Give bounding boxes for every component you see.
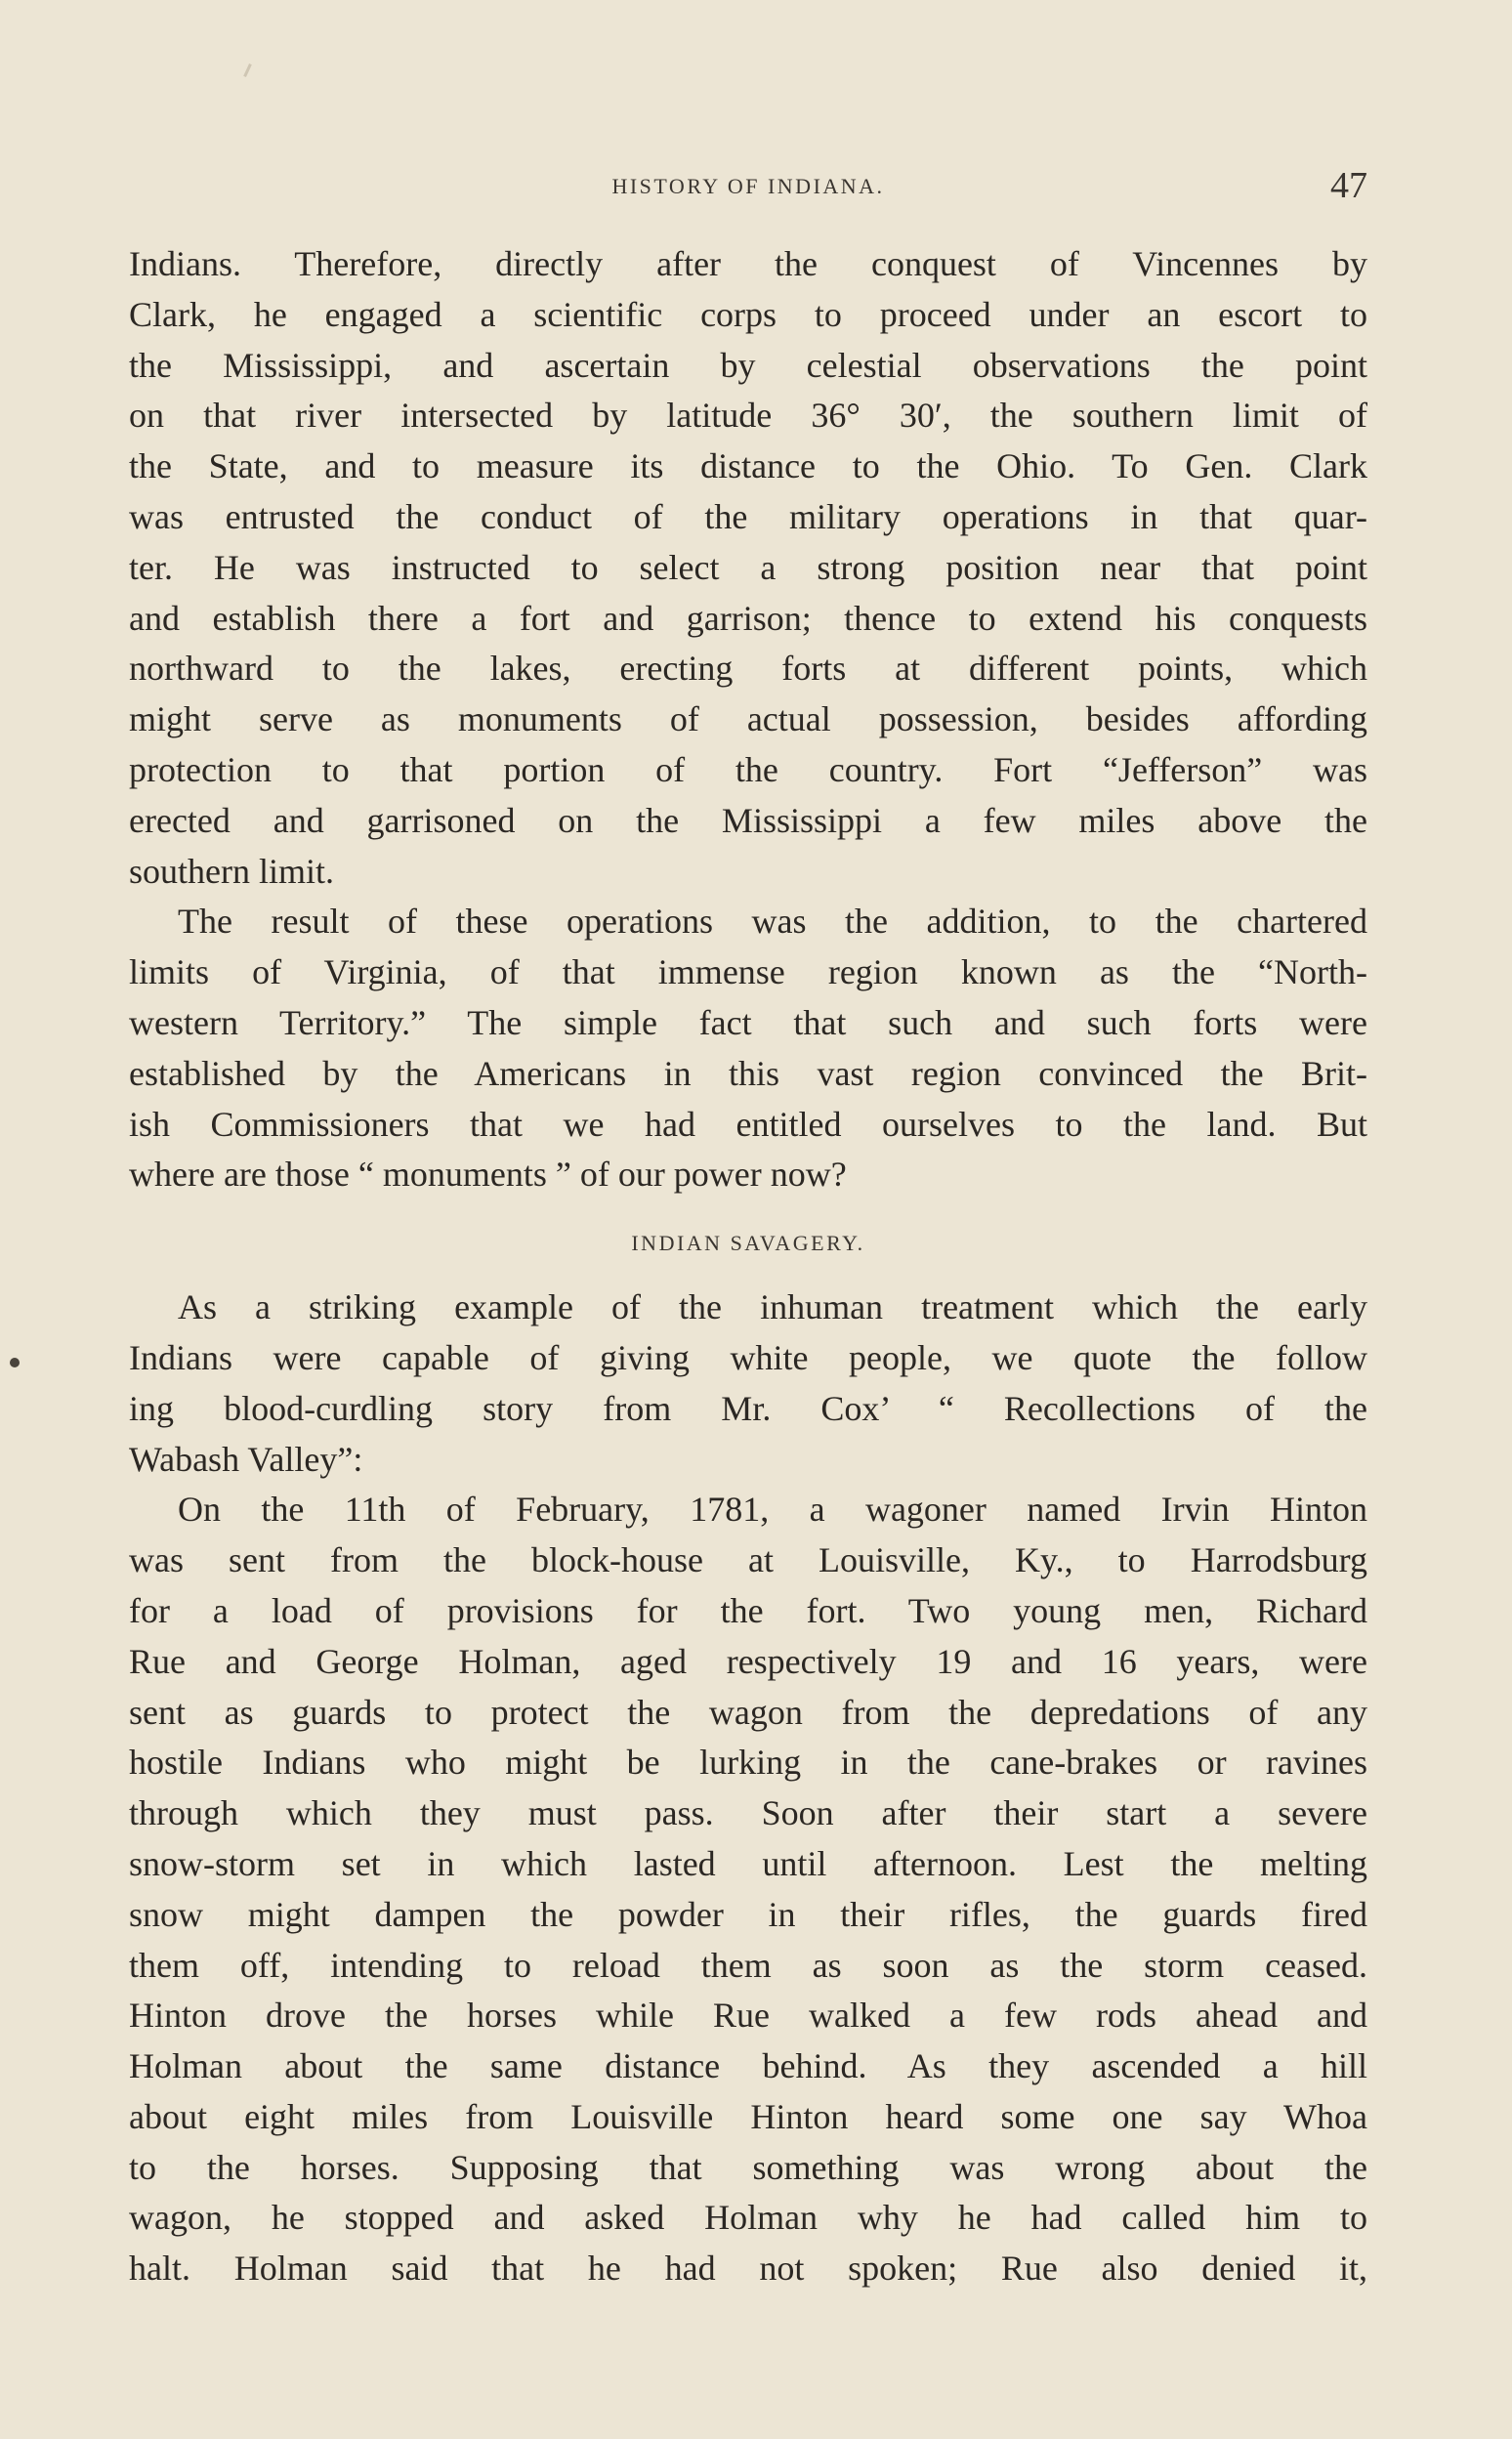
text-line: limits of Virginia, of that immense region known as the “North-	[129, 952, 1367, 992]
text-line: ing blood-curdling story from Mr. Cox’ “ Recollections of the	[129, 1388, 1367, 1428]
text-line: snow-storm set in which lasted until afternoon. Lest the melting	[129, 1843, 1367, 1883]
text-line: to the horses. Supposing that something was wrong about the	[129, 2147, 1367, 2187]
text-line: ish Commissioners that we had entitled ourselves to the land. But	[129, 1104, 1367, 1144]
text-line: Hinton drove the horses while Rue walked a few rods ahead and	[129, 1996, 1367, 2036]
text-line: erected and garrisoned on the Mississippi a few miles above the	[129, 800, 1367, 840]
text-line: ter. He was instructed to select a strong position near that point	[129, 547, 1367, 587]
text-line: protection to that portion of the country. Fort “Jefferson” was	[129, 749, 1367, 789]
text-line: for a load of provisions for the fort. Two young men, Richard	[129, 1590, 1367, 1630]
text-line: wagon, he stopped and asked Holman why he had called him to	[129, 2198, 1367, 2238]
page-number: 47	[1330, 165, 1367, 206]
text-line: and establish there a fort and garrison; thence to extend his conquests	[129, 598, 1367, 638]
text-line: hostile Indians who might be lurking in the cane-brakes or ravines	[129, 1743, 1367, 1783]
body-text	[129, 239, 1367, 2294]
text-line: Holman about the same distance behind. As they ascended a hill	[129, 2046, 1367, 2086]
paragraph-continuation	[129, 239, 1367, 897]
text-line: through which they must pass. Soon after their start a severe	[129, 1793, 1367, 1833]
paper-mark	[243, 63, 252, 77]
text-line: about eight miles from Louisville Hinton heard some one say Whoa	[129, 2096, 1367, 2136]
text-line: might serve as monuments of actual possession, besides affording	[129, 699, 1367, 739]
text-line: northward to the lakes, erecting forts at different points, which	[129, 649, 1367, 689]
text-line: Indians were capable of giving white people, we quote the follow	[129, 1337, 1367, 1377]
text-line: The result of these operations was the addition, to the chartered	[178, 902, 1367, 942]
text-line: southern limit.	[129, 851, 334, 891]
text-line: established by the Americans in this vast region convinced the Brit-	[129, 1053, 1367, 1093]
text-line: Rue and George Holman, aged respectively 19 and 16 years, were	[129, 1641, 1367, 1681]
text-line: on that river intersected by latitude 36° 30′, the southern limit of	[129, 396, 1367, 436]
text-line: halt. Holman said that he had not spoken; Rue also denied it,	[129, 2249, 1367, 2289]
text-line: Wabash Valley”:	[129, 1439, 363, 1479]
paragraph-intro	[129, 1283, 1367, 1485]
text-line: snow might dampen the powder in their rifles, the guards fired	[129, 1894, 1367, 1934]
text-line: the Mississippi, and ascertain by celestial observations the point	[129, 345, 1367, 385]
margin-ink-dot	[10, 1358, 20, 1367]
running-title: HISTORY OF INDIANA.	[611, 174, 885, 198]
paragraph-result	[129, 897, 1367, 1200]
text-line: was sent from the block-house at Louisville, Ky., to Harrodsburg	[129, 1540, 1367, 1580]
text-line: them off, intending to reload them as soon as the storm ceased.	[129, 1945, 1367, 1985]
running-head	[129, 164, 1367, 206]
text-line: western Territory.” The simple fact that such and such forts were	[129, 1002, 1367, 1042]
section-heading: INDIAN SAVAGERY.	[631, 1231, 865, 1256]
text-line: Indians. Therefore, directly after the conquest of Vincennes by	[129, 244, 1367, 283]
text-line: Clark, he engaged a scientific corps to proceed under an escort to	[129, 294, 1367, 334]
text-line: As a striking example of the inhuman treatment which the early	[178, 1287, 1367, 1327]
text-line: was entrusted the conduct of the military operations in that quar-	[129, 496, 1367, 536]
text-line: On the 11th of February, 1781, a wagoner named Irvin Hinton	[178, 1490, 1367, 1530]
text-line: the State, and to measure its distance to the Ohio. To Gen. Clark	[129, 446, 1367, 486]
text-line: sent as guards to protect the wagon from the depredations of any	[129, 1692, 1367, 1732]
paragraph-story	[129, 1485, 1367, 2294]
text-line: where are those “ monuments ” of our power now?	[129, 1155, 847, 1195]
